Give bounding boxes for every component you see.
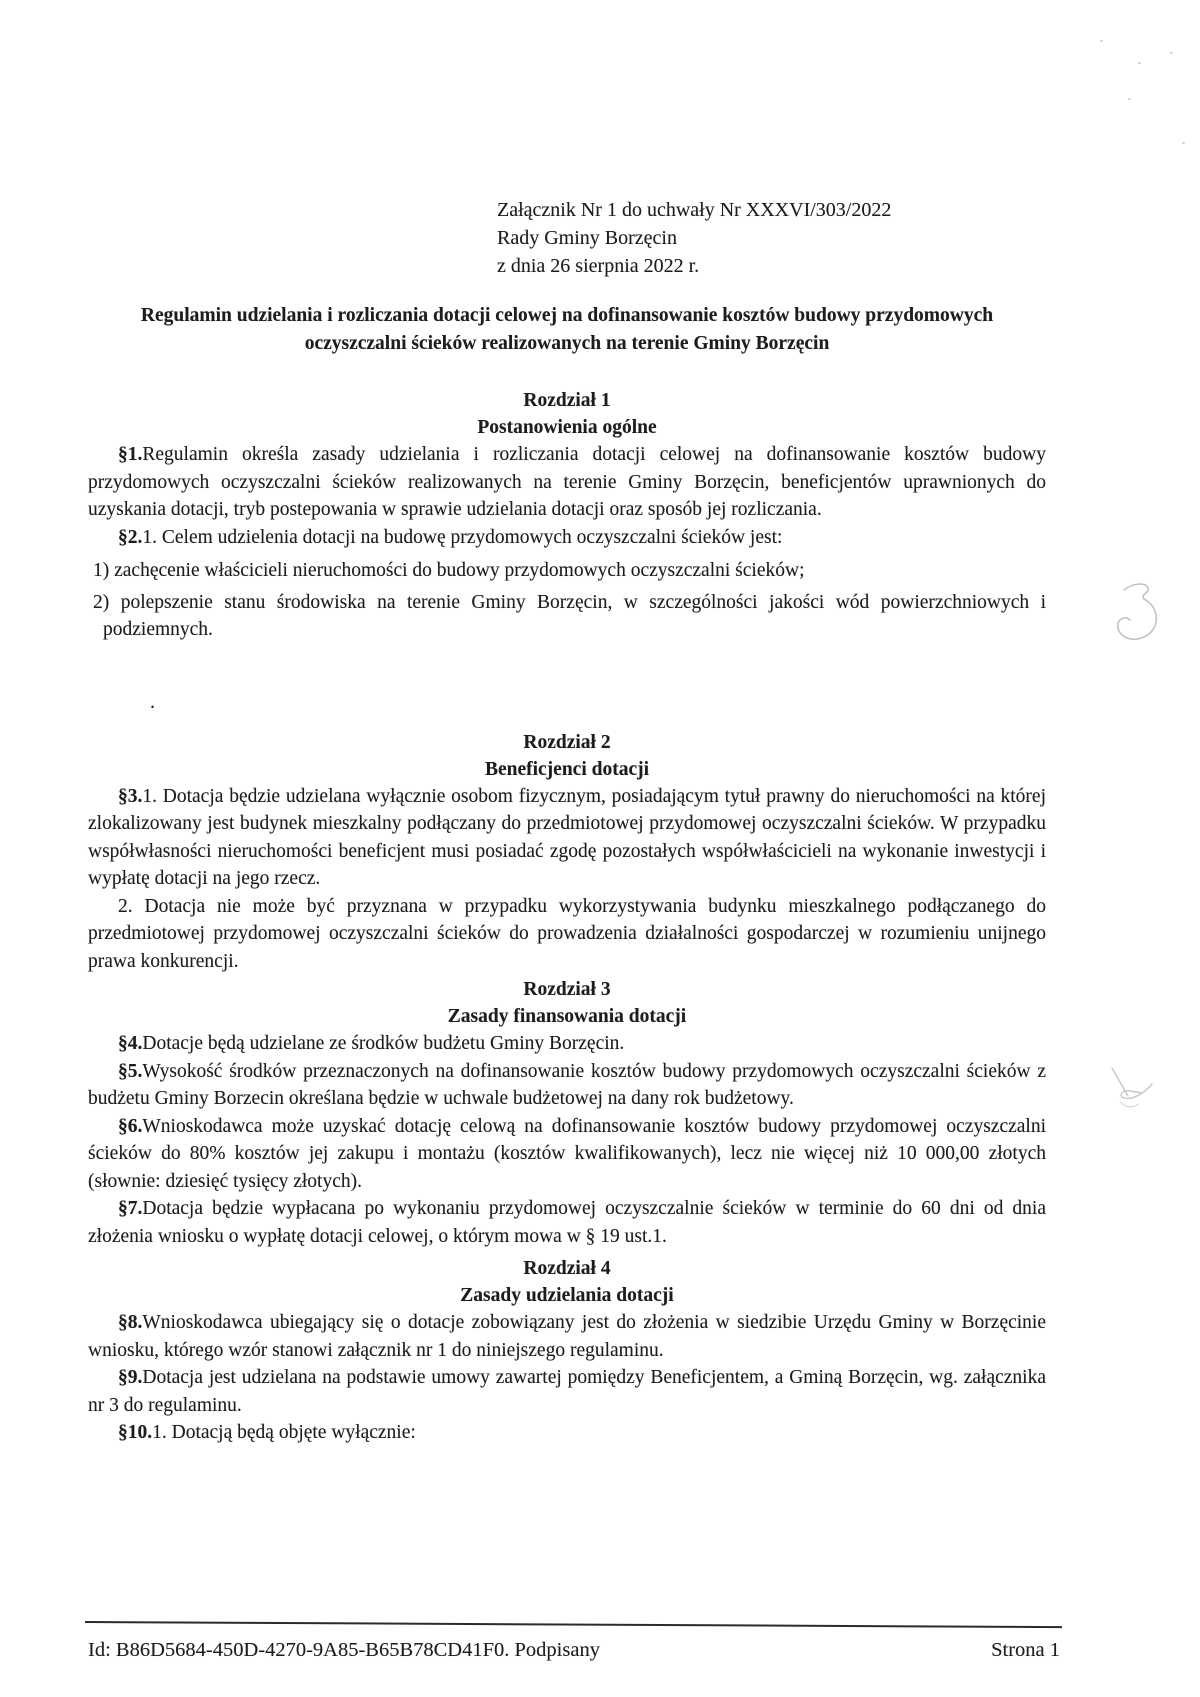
paragraph-s7 <box>88 1195 1046 1250</box>
paragraph-s3 <box>88 783 1046 893</box>
attachment-header <box>497 196 1046 280</box>
list-item-2: 2) polepszenie stanu środowiska na terenie Gminy Borzęcin, w szczególności jakości wód powierzchniowych i podziemnych. <box>93 591 1046 640</box>
paragraph-text: 2. Dotacja nie może być przyznana w przypadku wykorzystywania budynku mieszkalnego podłączanego do przedmiotowej przydomowej oczyszczalni ścieków do prowadzenia działalności gospodarczej w rozumieniu unijnego prawa konkurencji. <box>88 895 1046 972</box>
paragraph-s10 <box>88 1419 1046 1447</box>
paragraph-text: Wnioskodawca może uzyskać dotację celową na dofinansowanie kosztów budowy przydomowej oczyszczalni ścieków do 80% kosztów jej zakupu i montażu (kosztów kwalifikowanych), lecz nie więcej niż 10 000,00 złotych (słownie: dziesięć tysięcy złotych). <box>88 1115 1046 1192</box>
paragraph-text: Dotacje będą udzielane ze środków budżetu Gminy Borzęcin. <box>142 1033 625 1054</box>
pen-mark-artifact-icon <box>1102 578 1172 658</box>
paragraph-s6 <box>88 1113 1046 1196</box>
section-symbol: §8. <box>118 1312 143 1333</box>
paragraph-s4 <box>88 1030 1046 1058</box>
paragraph-s3-2 <box>88 893 1046 976</box>
document-body <box>88 0 1046 1447</box>
scan-speck <box>1182 142 1185 144</box>
scan-speck <box>1170 52 1173 54</box>
paragraph-text: 1. Dotacja będzie udzielana wyłącznie osobom fizycznym, posiadającym tytuł prawny do nieruchomości na której zlokalizowany jest budynek mieszkalny podłączany do przedmiotowej przydomowej oczyszczalni ścieków. W przypadku współwłasności nieruchomości beneficjent musi posiadać zgodę pozostałych współwłaścicieli na wykonanie inwestycji i wypłatę dotacji na jego rzecz. <box>88 785 1046 889</box>
stray-dot-artifact: . <box>150 691 155 713</box>
attachment-header-line: Załącznik Nr 1 do uchwały Nr XXXVI/303/2022 <box>497 199 892 221</box>
paragraph-text: 1. Dotacją będą objęte wyłącznie: <box>152 1422 416 1443</box>
attachment-header-line: Rady Gminy Borzęcin <box>497 227 677 249</box>
section-symbol: §10. <box>118 1422 153 1443</box>
footer-divider <box>85 1621 1062 1628</box>
chapter-title: Zasady udzielania dotacji <box>460 1285 674 1306</box>
scan-speck <box>1138 62 1141 64</box>
paragraph-s8 <box>88 1309 1046 1364</box>
attachment-header-line: z dnia 26 sierpnia 2022 r. <box>497 255 700 277</box>
list-item-1: 1) zachęcenie właścicieli nieruchomości do budowy przydomowych oczyszczalni ścieków; <box>93 560 805 581</box>
scan-speck <box>1100 40 1103 42</box>
section-symbol: §3. <box>118 785 143 807</box>
page-footer <box>88 1636 1060 1664</box>
chapter-1-heading <box>88 387 1046 441</box>
section-symbol: §4. <box>118 1033 143 1054</box>
paragraph-text: Regulamin określa zasady udzielania i rozliczania dotacji celowej na dofinansowanie kosztów budowy przydomowych oczyszczalni ścieków realizowanych na terenie Gminy Borzęcin, beneficjentów uprawnionych do uzyskania dotacji, tryb postepowania w sprawie udzielania dotacji oraz sposób jej rozliczania. <box>88 444 1046 520</box>
paragraph-s5 <box>88 1058 1046 1113</box>
document-title: Regulamin udzielania i rozliczania dotacji celowej na dofinansowanie kosztów budowy przydomowych oczyszczalni ścieków realizowanych na terenie Gminy Borzęcin <box>140 305 994 354</box>
paragraph-text: 1. Celem udzielenia dotacji na budowę przydomowych oczyszczalni ścieków jest: <box>142 526 783 548</box>
chapter-4-heading <box>88 1255 1046 1309</box>
chapter-2-heading <box>88 729 1046 783</box>
paragraph-text: Dotacja jest udzielana na podstawie umowy zawartej pomiędzy Beneficjentem, a Gminą Borzęcin, wg. załącznika nr 3 do regulaminu. <box>88 1367 1046 1416</box>
page-number: Strona 1 <box>991 1639 1060 1661</box>
paragraph-s2 <box>88 524 1046 552</box>
scan-speck <box>1128 98 1131 100</box>
document-id: Id: B86D5684-450D-4270-9A85-B65B78CD41F0. Podpisany <box>88 1639 600 1661</box>
paragraph-text: Dotacja będzie wypłacana po wykonaniu przydomowej oczyszczalnie ścieków w terminie do 60 dni od dnia złożenia wniosku o wypłatę dotacji celowej, o którym mowa w § 19 ust.1. <box>88 1198 1046 1247</box>
chapter-label: Rozdział 4 <box>523 1258 611 1279</box>
paragraph-text: Wnioskodawca ubiegający się o dotacje zobowiązany jest do złożenia w siedzibie Urzędu Gminy w Borzęcinie wniosku, którego wzór stanowi załącznik nr 1 do niniejszego regulaminu. <box>88 1312 1046 1361</box>
section-symbol: §1. <box>118 444 143 465</box>
chapter-label: Rozdział 3 <box>523 979 611 1000</box>
chapter-title: Beneficjenci dotacji <box>484 758 650 780</box>
pen-mark-artifact-icon <box>1098 1062 1162 1124</box>
chapter-title: Zasady finansowania dotacji <box>447 1006 687 1027</box>
paragraph-s1 <box>88 441 1046 524</box>
chapter-label: Rozdział 1 <box>523 390 611 411</box>
section-symbol: §9. <box>118 1367 143 1388</box>
paragraph-s9 <box>88 1364 1046 1419</box>
chapter-label: Rozdział 2 <box>523 731 611 753</box>
section-symbol: §5. <box>118 1060 143 1082</box>
section-symbol: §7. <box>118 1198 143 1219</box>
chapter-title: Postanowienia ogólne <box>477 417 657 438</box>
section-symbol: §6. <box>118 1115 143 1137</box>
paragraph-text: Wysokość środków przeznaczonych na dofinansowanie kosztów budowy przydomowych oczyszczalni ścieków z budżetu Gminy Borzecin określana będzie w uchwale budżetowej na dany rok budżetowy. <box>88 1060 1046 1109</box>
chapter-3-heading <box>88 976 1046 1030</box>
section-symbol: §2. <box>118 526 143 548</box>
